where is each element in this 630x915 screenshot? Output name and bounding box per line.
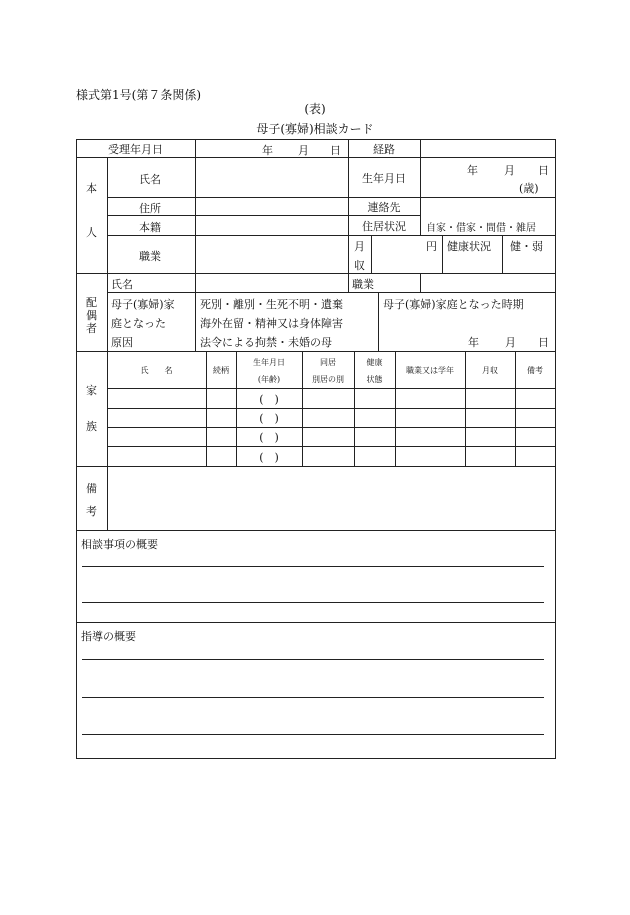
spouse-occupation-label: 職業 [352, 278, 374, 291]
family-col-occupation: 職業又は学年 [406, 365, 454, 375]
family-col-income: 月収 [482, 365, 498, 375]
domicile-label: 本籍 [139, 221, 161, 234]
received-month: 月 [298, 144, 309, 157]
yen-unit: 円 [426, 240, 437, 253]
name-field[interactable] [196, 159, 347, 196]
family-label-char: 族 [86, 420, 97, 433]
period-year: 年 [468, 336, 479, 349]
family-col-cohabit: 別居の別 [312, 374, 344, 384]
form-title: 母子(寡婦)相談カード [256, 122, 374, 136]
period-month: 月 [505, 336, 516, 349]
birth-day: 日 [538, 164, 549, 177]
cause-label: 原因 [111, 336, 133, 349]
consult-summary-label: 相談事項の概要 [81, 538, 158, 551]
name-label: 氏名 [139, 173, 161, 186]
cause-label: 母子(寡婦)家 [111, 298, 175, 311]
form-number: 様式第1号(第７条関係) [76, 88, 201, 102]
person-label-char: 人 [86, 226, 97, 239]
cause-options: 海外在留・精神又は身体障害 [200, 317, 343, 330]
route-field[interactable] [421, 141, 554, 156]
spouse-label-char: 偶 [86, 309, 97, 322]
family-col-health: 健康 [366, 357, 383, 367]
family-col-name: 氏 名 [140, 365, 173, 375]
monthly-income-char: 月 [354, 240, 365, 253]
occupation-field[interactable] [196, 237, 347, 272]
spouse-name-field[interactable] [196, 275, 347, 291]
family-label-char: 家 [86, 384, 97, 397]
spouse-label-char: 者 [86, 322, 97, 335]
spouse-occupation-field[interactable] [421, 275, 554, 291]
period-label: 母子(寡婦)家庭となった時期 [383, 298, 524, 311]
remarks-field[interactable] [108, 468, 554, 529]
family-col-cohabit: 同居 [320, 357, 336, 367]
family-age-placeholder: ( ) [259, 392, 279, 406]
birth-month: 月 [504, 164, 515, 177]
family-age-placeholder: ( ) [259, 412, 279, 425]
domicile-field[interactable] [196, 217, 347, 234]
guidance-summary-label: 指導の概要 [81, 630, 136, 643]
family-col-remarks: 備考 [527, 365, 543, 375]
family-age-placeholder: ( ) [259, 450, 279, 464]
remarks-label-char: 考 [86, 505, 97, 518]
housing-options: 自家・借家・間借・雑居 [426, 223, 536, 234]
family-col-birth: 生年月日 [253, 357, 285, 367]
family-col-birth: (年齢) [257, 374, 281, 384]
monthly-income-char: 収 [354, 259, 365, 272]
cause-options: 法令による拘禁・未婚の母 [200, 336, 332, 349]
person-label-char: 本 [86, 182, 97, 195]
received-day: 日 [330, 144, 341, 157]
birth-year: 年 [467, 164, 478, 177]
consult-summary-field[interactable] [82, 552, 544, 618]
health-label: 健康状況 [447, 240, 491, 253]
family-age-placeholder: ( ) [259, 431, 279, 444]
housing-label: 住居状況 [362, 219, 406, 233]
received-date-label: 受理年月日 [108, 142, 163, 156]
address-label: 住所 [139, 202, 161, 215]
cause-label: 庭となった [111, 317, 166, 330]
received-year: 年 [262, 144, 273, 157]
route-label: 経路 [373, 142, 395, 156]
cause-options: 死別・離別・生死不明・遺棄 [200, 298, 343, 311]
spouse-name-label: 氏名 [111, 278, 133, 291]
family-col-health: 状態 [366, 374, 383, 384]
spouse-label-char: 配 [86, 296, 97, 309]
remarks-label-char: 備 [86, 482, 97, 495]
side-label: (表) [304, 101, 326, 116]
age-value: (歳) [519, 182, 539, 195]
guidance-summary-field[interactable] [82, 645, 544, 753]
address-field[interactable] [196, 199, 347, 214]
health-options: 健・弱 [510, 240, 543, 253]
occupation-label: 職業 [139, 250, 161, 263]
family-col-relation: 続柄 [213, 365, 229, 375]
birthdate-label: 生年月日 [362, 171, 406, 185]
contact-label: 連絡先 [367, 200, 401, 214]
period-day: 日 [538, 336, 549, 349]
